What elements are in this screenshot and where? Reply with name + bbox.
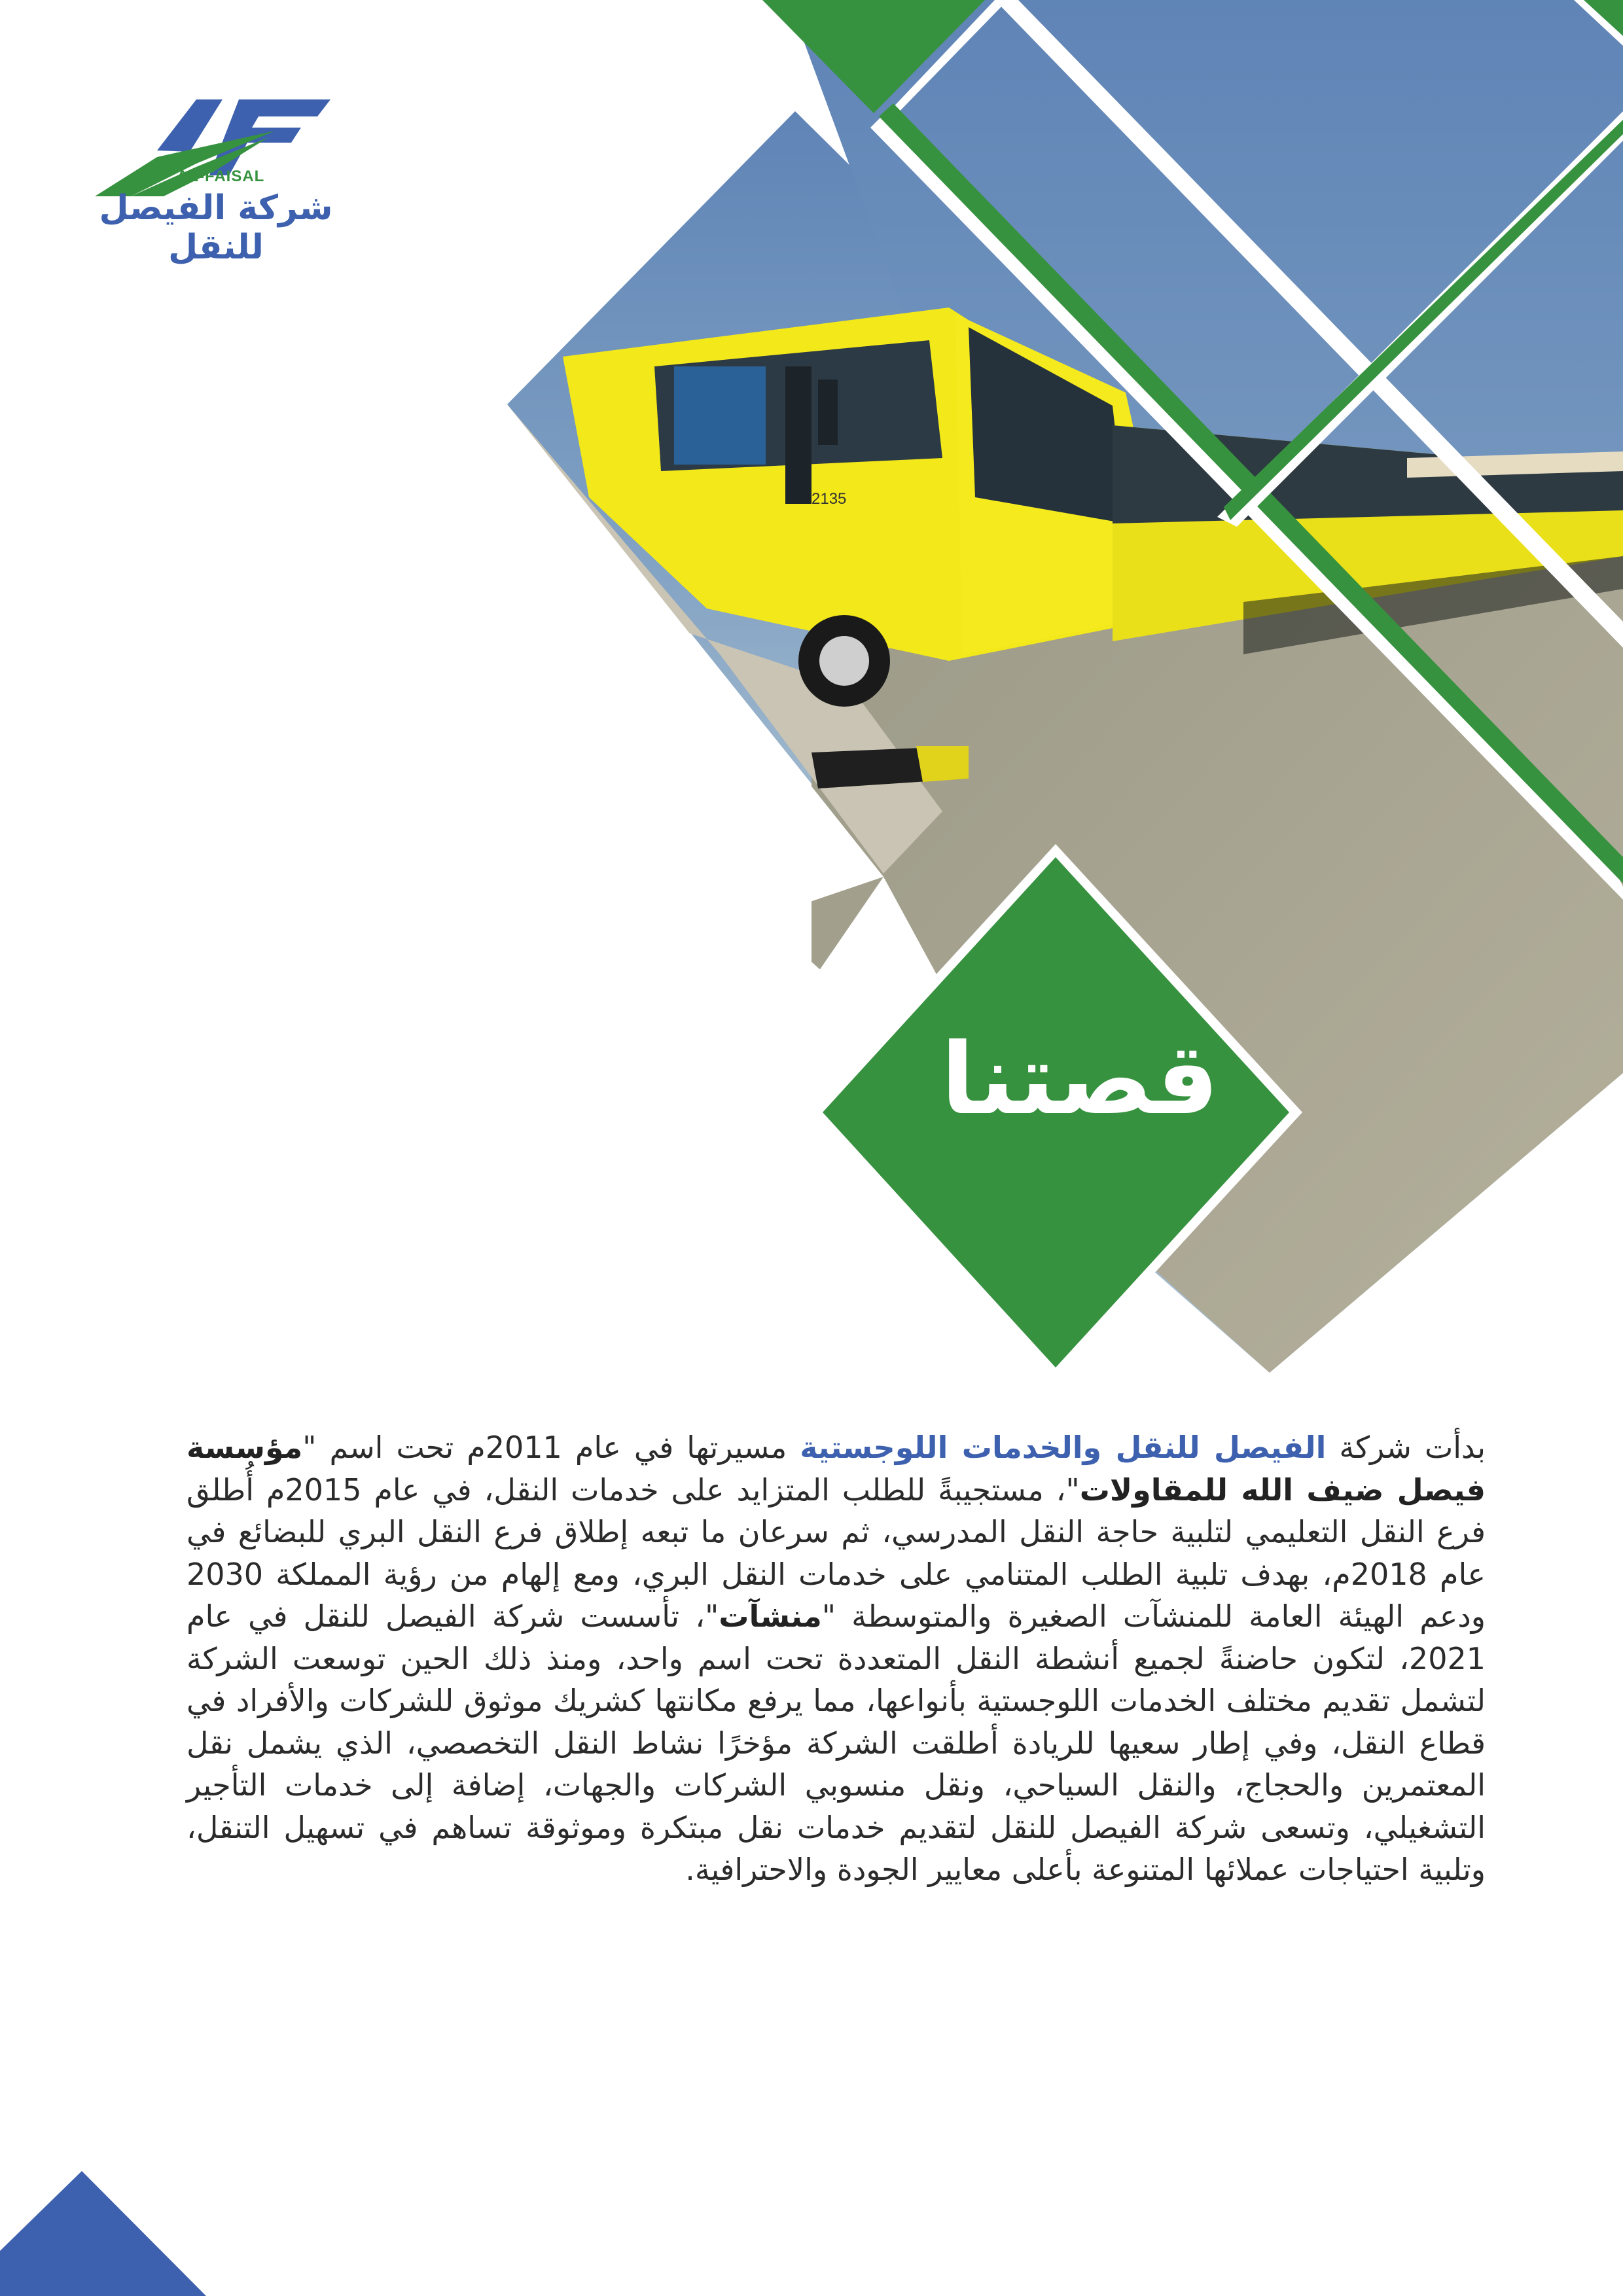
bus-number: 2135 (812, 490, 847, 508)
logo-arabic-name: شركة الفيصل للنقل (99, 188, 333, 267)
story-paragraph (187, 1426, 1486, 1891)
section-title: قصتنا (940, 1023, 1219, 1137)
old-company-name: مؤسسة فيصل ضيف الله للمقاولات (187, 1430, 1486, 1508)
story-text-4: "، تأسست شركة الفيصل للنقل في عام 2021، لتكون حاضنةً لجميع أنشطة النقل المتعددة تحت اسم واحد، ومنذ ذلك الحين توسعت الشركة لتشمل تقديم مختلف الخدمات اللوجستية بأنواعها، مما يرفع مكانتها كشريك موثوق للشركات والأفراد في قطاع النقل، وفي إطار سعيها للريادة أطلقت الشركة مؤخرًا نشاط النقل التخصصي، الذي يشمل نقل المعتمرين والحجاج، والنقل السياحي، ونقل منسوبي الشركات والجهات، إضافة إلى خدمات التأجير التشغيلي، وتسعى شركة الفيصل للنقل لتقديم خدمات نقل مبتكرة وموثوقة تساهم في تسهيل التنقل، وتلبية احتياجات عملائها المتنوعة بأعلى معايير الجودة والاحترافية. (187, 1598, 1486, 1887)
story-text-2: مسيرتها في عام 2011م تحت اسم " (302, 1430, 800, 1465)
story-text-3: "، مستجيبةً للطلب المتزايد على خدمات النقل، في عام 2015م أُطلق فرع النقل التعليمي لتلبية حاجة النقل المدرسي، ثم سرعان ما تبعه إطلاق فرع النقل البري للبضائع في عام 2018م، بهدف تلبية الطلب المتنامي على خدمات النقل البري، ومع إلهام من رؤية المملكة 2030 ودعم الهيئة العامة للمنشآت الصغيرة والمتوسطة " (187, 1472, 1486, 1634)
blue-corner-triangle (0, 2171, 206, 2296)
logo-english-name: AL-FAISAL (177, 168, 265, 185)
story-text-1: بدأت شركة (1326, 1430, 1486, 1465)
monshaat-name: منشآت (719, 1598, 822, 1634)
company-logo (85, 92, 347, 267)
company-full-name: الفيصل للنقل والخدمات اللوجستية (800, 1430, 1327, 1465)
